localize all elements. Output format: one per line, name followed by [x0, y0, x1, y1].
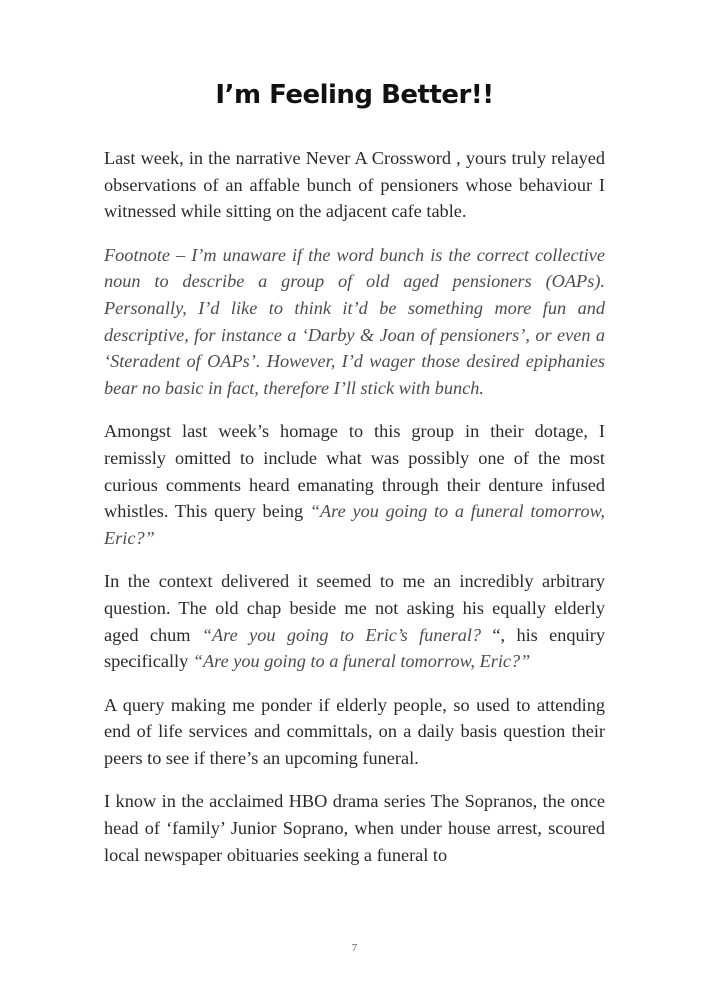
paragraph-4-quote-1: “Are you going to Eric’s funeral?	[201, 624, 482, 645]
paragraph-3-quote: “Are you going to a funeral tomorrow, Eric?”	[104, 501, 605, 548]
paragraph-4-text-2: “, his enquiry specifically	[104, 624, 606, 672]
body-text	[104, 145, 605, 885]
paragraph-4-quote-2: “Are you going to a funeral tomorrow, Eric?”	[192, 651, 531, 672]
paragraph-1: Last week, in the narrative Never A Crossword , yours truly relayed observations of an affable bunch of pensioners whose behaviour I witnessed while sitting on the adjacent cafe table.	[104, 148, 605, 222]
paragraph-5: A query making me ponder if elderly people, so used to attending end of life services and committals, on a daily basis question their peers to see if there’s an upcoming funeral.	[104, 694, 605, 768]
paragraph-3	[104, 418, 605, 551]
paragraph-4-text-1: In the context delivered it seemed to me an incredibly arbitrary question. The old chap beside me not asking his equally elderly aged chum	[104, 571, 605, 645]
paragraph-6: I know in the acclaimed HBO drama series The Sopranos, the once head of ‘family’ Junior Soprano, when under house arrest, scoured local newspaper obituaries seeking a funeral to	[104, 791, 605, 865]
page-title: I’m Feeling Better!!	[215, 80, 494, 110]
footnote-paragraph: Footnote – I’m unaware if the word bunch is the correct collective noun to describe a group of old aged pensioners (OAPs). Personally, I’d like to think it’d be something more fun and descriptive, for instance a ‘Darby & Joan of pensioners’, or even a ‘Steradent of OAPs’. However, I’d wager those desired epiphanies bear no basic in fact, therefore I’ll stick with bunch.	[104, 244, 605, 398]
paragraph-3-text: Amongst last week’s homage to this group in their dotage, I remissly omitted to include what was possibly one of the most curious comments heard emanating through their denture infused whistles. This query being	[104, 421, 605, 522]
paragraph-4	[104, 568, 605, 674]
page-number: 7	[351, 942, 358, 954]
